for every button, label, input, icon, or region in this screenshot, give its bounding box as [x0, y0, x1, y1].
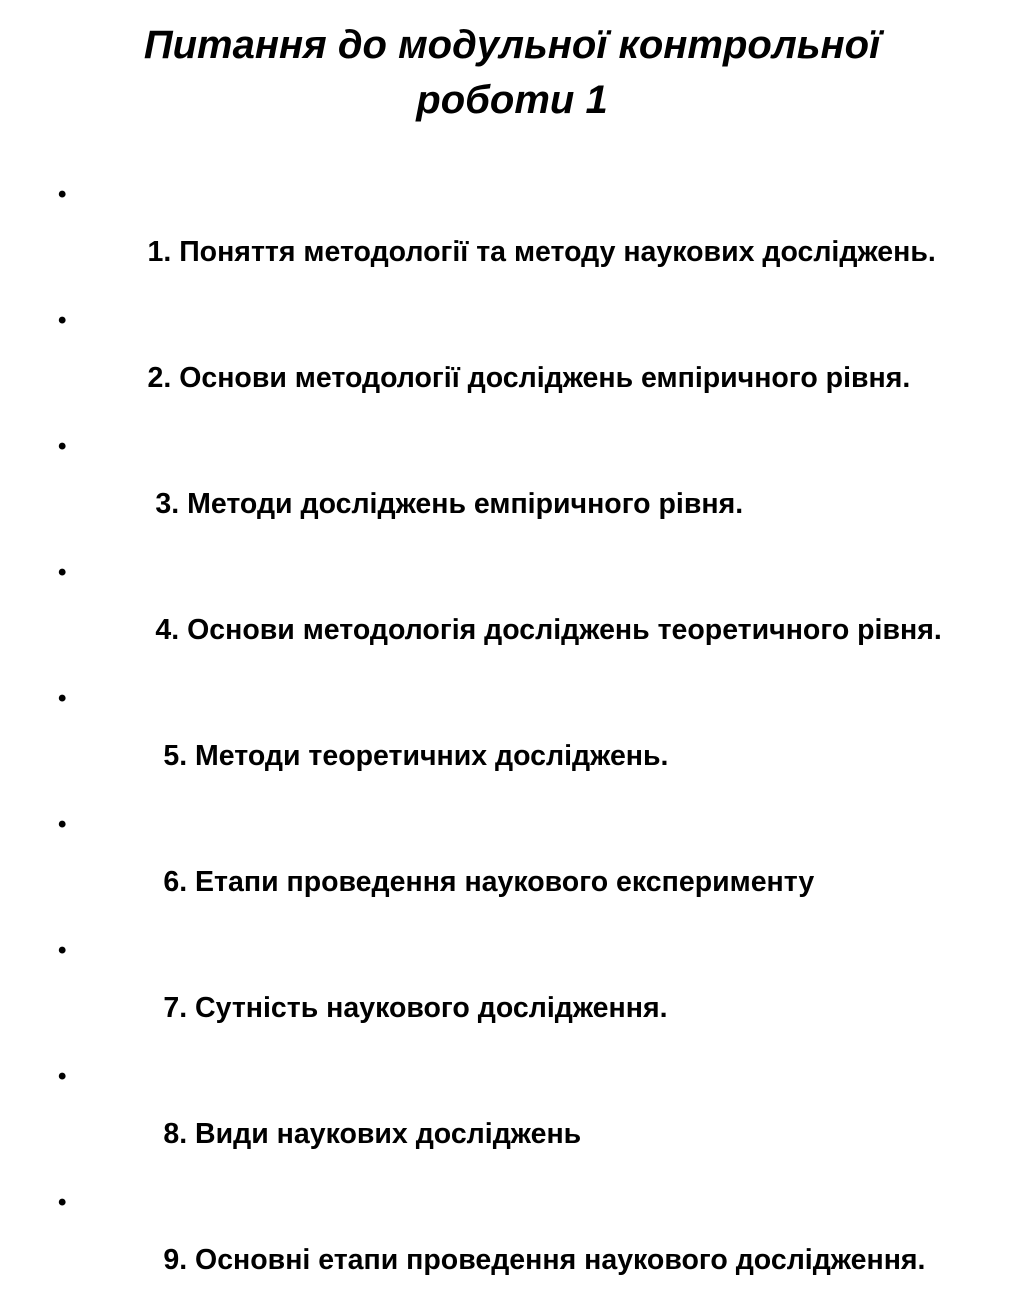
- bullet-icon: •: [58, 811, 67, 838]
- list-item-text: 2. Основи методології досліджень емпіричного рівня.: [147, 362, 911, 394]
- list-item: [58, 1062, 958, 1178]
- bullet-icon: •: [58, 433, 67, 460]
- list-item: [58, 306, 958, 422]
- list-item: [58, 180, 958, 296]
- bullet-icon: •: [58, 937, 67, 964]
- list-item-text: 5. Методи теоретичних досліджень.: [147, 740, 669, 772]
- list-item: [58, 558, 958, 674]
- slide-title: Питання до модульної контрольної роботи 1: [143, 23, 881, 122]
- bullet-icon: •: [58, 559, 67, 586]
- list-item-text: 6. Етапи проведення наукового експерименту: [147, 866, 815, 898]
- list-item: [58, 810, 958, 926]
- question-list: [58, 180, 958, 1314]
- list-item: [58, 936, 958, 1052]
- list-item-text: 8. Види наукових досліджень: [147, 1118, 582, 1150]
- list-item-text: 1. Поняття методології та методу наукових досліджень.: [147, 236, 936, 268]
- list-item: [58, 1188, 958, 1304]
- bullet-icon: •: [58, 1189, 67, 1216]
- list-item-text: 7. Сутність наукового дослідження.: [147, 992, 668, 1024]
- list-item: [58, 432, 958, 548]
- list-item-text: 9. Основні етапи проведення наукового дослідження.: [147, 1244, 926, 1276]
- bullet-icon: •: [58, 307, 67, 334]
- list-item-text: 4. Основи методологія досліджень теоретичного рівня.: [147, 614, 942, 646]
- list-item: [58, 684, 958, 800]
- list-item-text: 3. Методи досліджень емпіричного рівня.: [147, 488, 744, 520]
- bullet-icon: •: [58, 685, 67, 712]
- bullet-icon: •: [58, 181, 67, 208]
- bullet-icon: •: [58, 1063, 67, 1090]
